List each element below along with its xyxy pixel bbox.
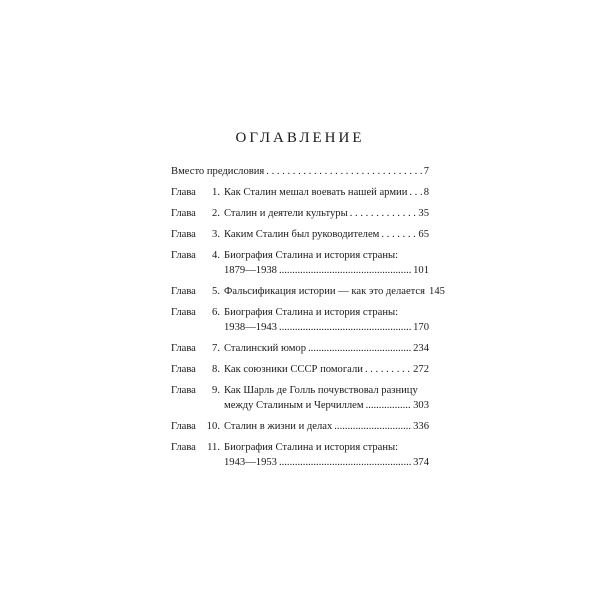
chapter-title: Биография Сталина и история страны: xyxy=(224,250,399,261)
dot-leader xyxy=(365,362,411,377)
chapter-number: 8. xyxy=(212,364,220,375)
dot-leader xyxy=(279,263,411,278)
toc-title: ОГЛАВЛЕНИЕ xyxy=(235,130,365,146)
chapter-label: Глава xyxy=(171,208,196,219)
toc-entry-chapter-8[interactable] xyxy=(171,362,429,377)
toc-page-number: 303 xyxy=(413,400,429,411)
dot-leader xyxy=(279,455,411,470)
chapter-number: 4. xyxy=(212,250,220,261)
toc-page-number: 7 xyxy=(423,166,429,177)
toc-page-number: 8 xyxy=(423,187,429,198)
toc-entry-chapter-11[interactable] xyxy=(171,440,429,470)
toc-entry-chapter-2[interactable] xyxy=(171,206,429,221)
toc-page-number: 234 xyxy=(413,343,429,354)
chapter-label: Глава xyxy=(171,286,196,297)
dot-leader xyxy=(350,206,417,221)
chapter-number: 7. xyxy=(212,343,220,354)
toc-page-number: 35 xyxy=(418,208,429,219)
toc-page-number: 336 xyxy=(413,421,429,432)
chapter-number: 10. xyxy=(206,421,220,432)
chapter-number: 3. xyxy=(212,229,220,240)
chapter-title-continuation: 1879—1938 xyxy=(224,265,277,276)
dot-leader xyxy=(266,164,421,179)
chapter-title: Фальсификация истории — как это делается xyxy=(224,286,426,297)
chapter-number: 5. xyxy=(212,286,220,297)
chapter-title: Сталин и деятели культуры xyxy=(224,208,348,219)
chapter-label: Глава xyxy=(171,307,196,318)
toc-entry-chapter-4[interactable] xyxy=(171,248,429,278)
chapter-title: Сталин в жизни и делах xyxy=(224,421,333,432)
toc-page-number: 101 xyxy=(413,265,429,276)
toc-entry-chapter-10[interactable] xyxy=(171,419,429,434)
table-of-contents xyxy=(171,164,445,476)
dot-leader xyxy=(409,185,421,200)
toc-entry-chapter-6[interactable] xyxy=(171,305,429,335)
toc-entry-intro[interactable] xyxy=(171,164,429,179)
dot-leader xyxy=(381,227,416,242)
toc-entry-chapter-1[interactable] xyxy=(171,185,429,200)
chapter-number: 6. xyxy=(212,307,220,318)
chapter-title-continuation: 1938—1943 xyxy=(224,322,277,333)
toc-page-number: 65 xyxy=(418,229,429,240)
dot-leader xyxy=(366,398,412,413)
chapter-label: Глава xyxy=(171,343,196,354)
chapter-title-continuation: 1943—1953 xyxy=(224,457,277,468)
chapter-title: Биография Сталина и история страны: xyxy=(224,442,399,453)
chapter-number: 1. xyxy=(212,187,220,198)
toc-entry-chapter-9[interactable] xyxy=(171,383,429,413)
chapter-title: Как союзники СССР помогали xyxy=(224,364,363,375)
toc-entry-chapter-7[interactable] xyxy=(171,341,429,356)
chapter-label: Глава xyxy=(171,187,196,198)
chapter-title: Сталинский юмор xyxy=(224,343,307,354)
toc-entry-text: Вместо предисловия xyxy=(171,166,265,177)
chapter-label: Глава xyxy=(171,442,196,453)
chapter-title: Биография Сталина и история страны: xyxy=(224,307,399,318)
dot-leader xyxy=(308,341,411,356)
toc-page-number: 145 xyxy=(429,286,445,297)
toc-page-number: 374 xyxy=(413,457,429,468)
chapter-number: 2. xyxy=(212,208,220,219)
chapter-label: Глава xyxy=(171,364,196,375)
chapter-label: Глава xyxy=(171,385,196,396)
dot-leader xyxy=(279,320,411,335)
toc-page-number: 170 xyxy=(413,322,429,333)
chapter-title: Как Сталин мешал воевать нашей армии xyxy=(224,187,408,198)
chapter-title-continuation: между Сталиным и Черчиллем xyxy=(224,400,364,411)
chapter-label: Глава xyxy=(171,421,196,432)
toc-page-number: 272 xyxy=(413,364,429,375)
toc-entry-chapter-3[interactable] xyxy=(171,227,429,242)
chapter-title: Каким Сталин был руководителем xyxy=(224,229,380,240)
chapter-title: Как Шарль де Голль почувствовал разницу xyxy=(224,385,418,396)
dot-leader xyxy=(334,419,411,434)
toc-entry-chapter-5[interactable] xyxy=(171,284,445,299)
chapter-number: 9. xyxy=(212,385,220,396)
chapter-label: Глава xyxy=(171,229,196,240)
chapter-number: 11. xyxy=(207,442,220,453)
chapter-label: Глава xyxy=(171,250,196,261)
